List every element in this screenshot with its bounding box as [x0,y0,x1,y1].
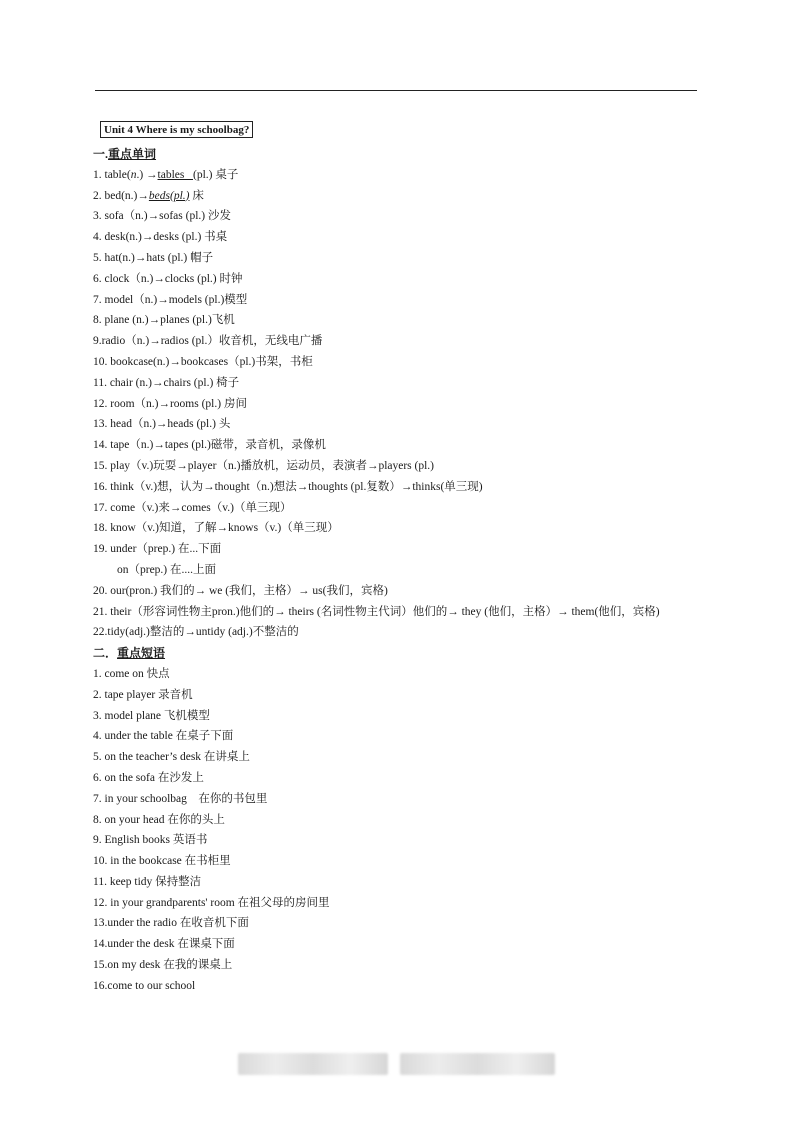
section-number: 二． [93,646,118,661]
vocab-item: 15. play（v.)玩耍→player（n.)播放机，运动员，表演者→players (pl.) [93,459,435,472]
vocab-item: 7. model（n.)→models (pl.)模型 [93,293,248,306]
vocab-item: 8. plane (n.)→planes (pl.)飞机 [93,314,235,327]
vocab-item: 10. bookcase(n.)→bookcases（pl.)书架，书柜 [93,355,313,368]
section-title: 重点短语 [117,646,166,661]
blurred-watermark [400,1053,555,1075]
vocab-item: 13. head（n.)→heads (pl.) 头 [93,418,231,431]
vocab-item: 4. desk(n.)→desks (pl.) 书桌 [93,231,228,244]
phrase-item: 15.on my desk 在我的课桌上 [93,959,233,972]
vocab-pl: (pl.) [169,189,190,202]
vocab-item: 20. our(pron.) 我们的→ we (我们，主格）→ us(我们，宾格) [93,584,388,597]
vocab-item: 22.tidy(adj.)整洁的→untidy (adj.)不整洁的 [93,626,299,639]
vocab-item: 6. clock（n.)→clocks (pl.) 时钟 [93,272,243,285]
vocab-item: 5. hat(n.)→hats (pl.) 帽子 [93,251,214,264]
phrase-item: 8. on your head 在你的头上 [93,813,225,826]
phrase-item: 7. in your schoolbag 在你的书包里 [93,792,268,805]
vocab-item [93,186,703,207]
unit-title: Unit 4 Where is my schoolbag? [100,121,253,138]
vocab-item: 12. room（n.)→rooms (pl.) 房间 [93,397,247,410]
vocab-plural-underlined: tables [157,168,193,181]
phrase-item: 5. on the teacher’s desk 在讲桌上 [93,751,250,764]
vocab-plural-underlined: beds [148,189,170,202]
vocab-item: 16. think（v.)想，认为→thought（n.)想法→thoughts (pl.复数）→thinks(单三现) [93,480,483,493]
section-number: 一. [93,147,109,161]
vocab-text: 1. table( [93,168,131,181]
header-rule [95,90,697,91]
vocab-text: .) → [136,168,158,181]
vocab-item: 17. come（v.)来→comes（v.)（单三现） [93,501,292,514]
phrase-item: 10. in the bookcase 在书柜里 [93,855,231,868]
phrase-item: 12. in your grandparents' room 在祖父母的房间里 [93,896,330,909]
phrase-item: 16.come to our school [93,979,196,992]
section-title: 重点单词 [108,147,157,161]
vocab-text: (pl.) 桌子 [192,168,239,181]
phrase-item: 11. keep tidy 保持整洁 [93,875,202,888]
vocab-item: 18. know（v.)知道，了解→knows（v.)（单三现） [93,522,339,535]
vocab-item: 21. their（形容词性物主pron.)他们的→ theirs (名词性物主代词）他们的→ they (他们，主格）→ them(他们，宾格) [93,605,660,618]
phrase-item: 1. come on 快点 [93,667,170,680]
section-vocabulary-heading [93,144,703,165]
phrase-item: 2. tape player 录音机 [93,688,193,701]
vocab-text: 2. bed(n.)→ [93,189,149,202]
document-body [93,120,703,997]
vocab-item: 14. tape（n.)→tapes (pl.)磁带，录音机，录像机 [93,439,326,452]
section-phrases-heading [93,643,703,664]
phrase-item: 14.under the desk 在课桌下面 [93,938,235,951]
vocab-item-continuation: on（prep.) 在....上面 [117,563,217,576]
vocab-item: 19. under（prep.) 在...下面 [93,543,222,556]
phrase-item: 6. on the sofa 在沙发上 [93,771,204,784]
phrase-item: 13.under the radio 在收音机下面 [93,917,249,930]
vocab-item: 11. chair (n.)→chairs (pl.) 椅子 [93,376,240,389]
vocab-text: 床 [189,189,204,202]
vocab-item [93,165,703,186]
vocab-item: 3. sofa（n.)→sofas (pl.) 沙发 [93,210,231,223]
phrase-item: 3. model plane 飞机模型 [93,709,210,722]
vocab-item: 9.radio（n.)→radios (pl.）收音机，无线电广播 [93,335,323,348]
vocab-pos: n [130,168,137,181]
phrase-item: 9. English books 英语书 [93,834,208,847]
phrase-item: 4. under the table 在桌子下面 [93,730,234,743]
blurred-watermark [238,1053,388,1075]
